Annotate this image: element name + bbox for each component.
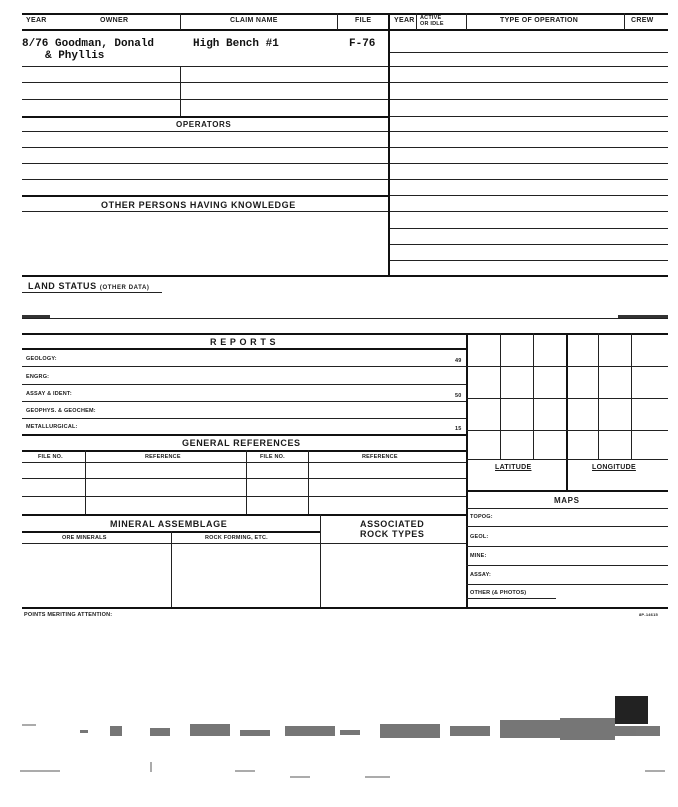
header-divider (337, 13, 338, 30)
right-row-line (390, 163, 668, 164)
mineral-assemblage-heading: MINERAL ASSEMBLAGE (110, 519, 228, 529)
grid-row (466, 398, 668, 399)
grid-col (500, 333, 501, 459)
header-divider (416, 13, 417, 30)
right-row-line (390, 147, 668, 148)
reports-line (22, 348, 466, 350)
header-crew: CREW (631, 17, 654, 24)
right-row-line (390, 244, 668, 245)
associated-heading: ASSOCIATED (360, 519, 425, 529)
gen-ref-line (22, 478, 466, 479)
row-divider (180, 66, 181, 116)
grid-col (533, 333, 534, 459)
report-metallurgical: METALLURGICAL: (26, 424, 78, 430)
gen-ref-col (246, 450, 247, 514)
header-owner: OWNER (100, 17, 129, 24)
report-geophys: GEOPHYS. & GEOCHEM: (26, 408, 96, 414)
row-line (22, 82, 388, 83)
gen-ref-reference-2: REFERENCE (362, 454, 398, 460)
grid-col (566, 333, 568, 491)
maps-line (466, 565, 668, 566)
reports-line (22, 418, 466, 419)
maps-line (466, 546, 668, 547)
operators-heading: OPERATORS (176, 120, 232, 129)
top-border (22, 13, 668, 15)
grid-col (598, 333, 599, 459)
right-row-line (390, 179, 668, 180)
reports-line (22, 401, 466, 402)
reports-heading: R E P O R T S (210, 337, 277, 347)
right-row-line (390, 52, 668, 53)
row-line (22, 66, 388, 67)
mineral-line (22, 543, 466, 544)
report-assay: ASSAY & IDENT: (26, 391, 72, 397)
reports-line (22, 434, 466, 436)
points-meriting-heading: POINTS MERITING ATTENTION: (24, 612, 113, 618)
entry-file: F-76 (349, 38, 376, 50)
rock-types-heading: ROCK TYPES (360, 529, 425, 539)
section-divider (22, 275, 668, 277)
ore-minerals-label: ORE MINERALS (62, 535, 107, 541)
gen-ref-col (85, 450, 86, 514)
report-geology-num: 49 (455, 358, 462, 364)
rock-forming-label: ROCK FORMING, ETC. (205, 535, 268, 541)
right-row-line (390, 116, 668, 117)
report-engrg: ENGRG: (26, 374, 50, 380)
row-line (22, 99, 388, 100)
right-row-line (390, 82, 668, 83)
maps-line (466, 584, 668, 585)
header-bottom-border (22, 29, 668, 31)
map-other: OTHER (& PHOTOS) (470, 590, 527, 596)
section-divider (22, 333, 668, 335)
report-assay-num: 50 (455, 393, 462, 399)
header-divider (466, 13, 467, 30)
grid-row (466, 366, 668, 367)
longitude-label: LONGITUDE (592, 464, 636, 471)
map-topog: TOPOG: (470, 514, 493, 520)
gen-ref-reference: REFERENCE (145, 454, 181, 460)
scan-noise (0, 690, 678, 800)
section-divider (22, 318, 668, 319)
grid-row (466, 459, 668, 460)
header-file: FILE (355, 17, 372, 24)
right-row-line (390, 99, 668, 100)
bottom-border (22, 607, 668, 609)
right-row-line (390, 195, 668, 196)
row-line (22, 179, 388, 180)
general-references-heading: GENERAL REFERENCES (182, 438, 301, 448)
maps-line (466, 490, 668, 492)
maps-heading: MAPS (554, 496, 580, 505)
latitude-label: LATITUDE (495, 464, 532, 471)
gen-ref-file-no-2: FILE NO. (260, 454, 285, 460)
right-row-line (390, 66, 668, 67)
header-or-idle: OR IDLE (420, 21, 444, 27)
map-assay: ASSAY: (470, 572, 492, 578)
land-status-underline (22, 292, 162, 293)
gen-ref-line (22, 450, 466, 452)
row-line (22, 116, 388, 118)
right-row-line (390, 211, 668, 212)
report-metallurgical-num: 15 (455, 426, 462, 432)
gen-ref-col (308, 450, 309, 514)
map-mine: MINE: (470, 553, 487, 559)
maps-line (466, 526, 668, 527)
header-year-2: YEAR (394, 17, 415, 24)
gen-ref-line (22, 496, 466, 497)
row-line (22, 131, 388, 132)
map-geol: GEOL: (470, 534, 489, 540)
header-active: ACTIVE (420, 15, 442, 21)
grid-row (466, 430, 668, 431)
report-geology: GEOLOGY: (26, 356, 57, 362)
reports-line (22, 384, 466, 385)
reports-line (22, 366, 466, 367)
header-claim-name: CLAIM NAME (230, 17, 278, 24)
mineral-divider (320, 514, 321, 607)
header-year: YEAR (26, 17, 47, 24)
row-line (22, 195, 388, 197)
header-divider (624, 13, 625, 30)
other-persons-heading: OTHER PERSONS HAVING KNOWLEDGE (101, 200, 296, 210)
row-line (22, 163, 388, 164)
gen-ref-file-no: FILE NO. (38, 454, 63, 460)
land-status-heading: LAND STATUS (OTHER DATA) (28, 281, 150, 291)
maps-line (466, 508, 668, 509)
header-divider (180, 13, 181, 30)
form-code: 8P-14615 (639, 612, 658, 617)
entry-claim: High Bench #1 (193, 38, 279, 50)
maps-line (466, 598, 556, 599)
right-row-line (390, 260, 668, 261)
row-line (22, 147, 388, 148)
right-row-line (390, 228, 668, 229)
entry-owner-line2: & Phyllis (45, 50, 105, 62)
entry-year-owner: 8/76 Goodman, Donald (22, 38, 155, 50)
header-type-of-operation: TYPE OF OPERATION (500, 17, 579, 24)
row-line (22, 211, 388, 212)
gen-ref-line (22, 462, 466, 463)
right-row-line (390, 131, 668, 132)
grid-col (631, 333, 632, 459)
gen-ref-line (22, 514, 466, 516)
